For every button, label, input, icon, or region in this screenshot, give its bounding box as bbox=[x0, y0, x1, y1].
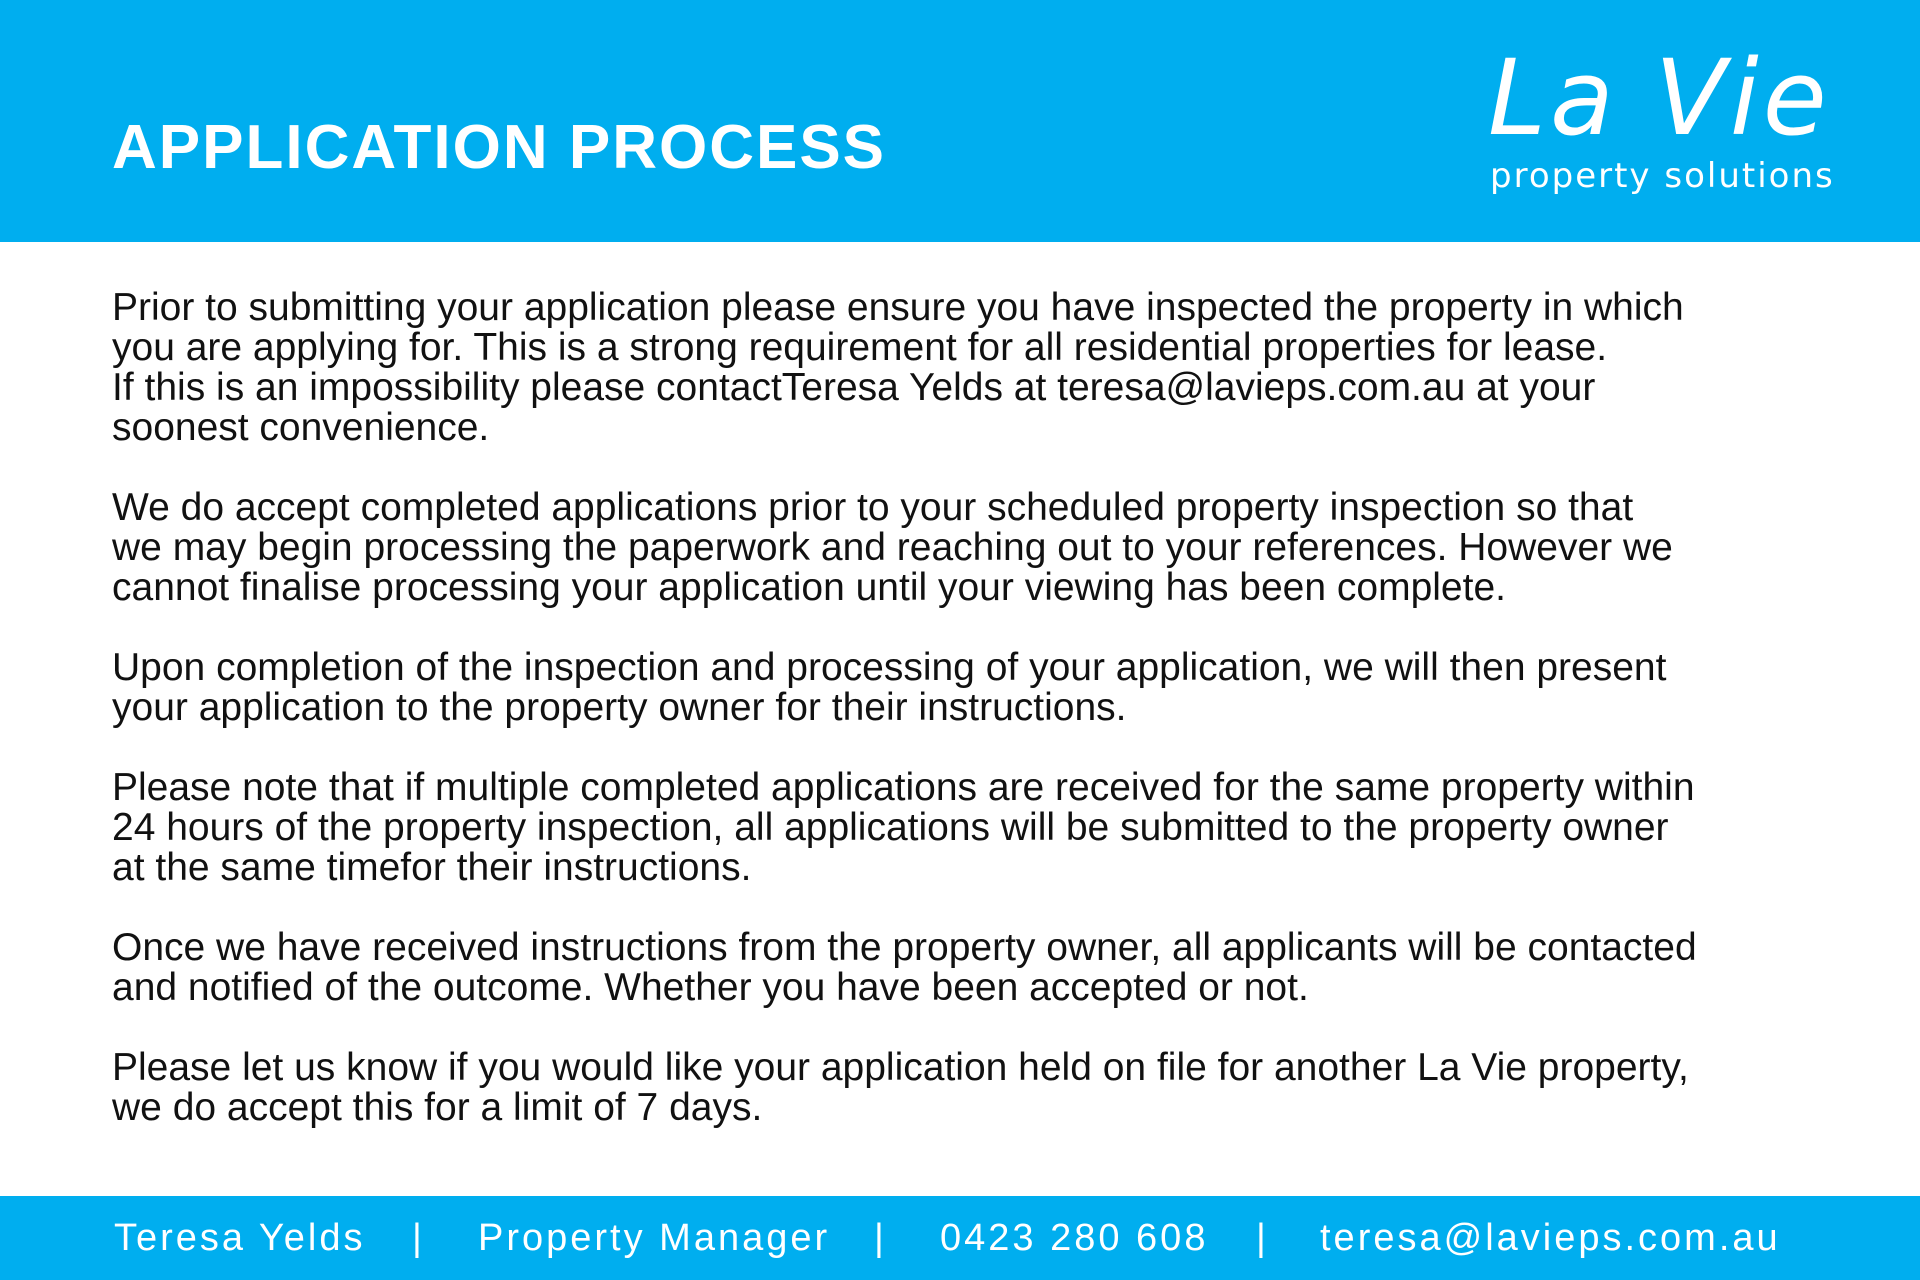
footer-separator: | bbox=[1256, 1217, 1266, 1259]
contact-role: Property Manager bbox=[478, 1217, 831, 1259]
page-title: APPLICATION PROCESS bbox=[112, 113, 887, 182]
paragraph-owner-presentation: Upon completion of the inspection and processing of your application, we will then present your application to the property owner for their instructions. bbox=[112, 646, 1667, 729]
logo-wordmark: La Vie bbox=[1488, 37, 1831, 159]
paragraph-multiple-applications: Please note that if multiple completed applications are received for the same property within 24 hours of the property inspection, all applications will be submitted to the property owner at the same timefor their instructions. bbox=[112, 766, 1695, 889]
contact-footer bbox=[0, 1196, 1920, 1280]
logo-tagline: property solutions bbox=[1490, 156, 1835, 196]
la-vie-logo bbox=[1480, 37, 1835, 208]
footer-separator: | bbox=[874, 1217, 884, 1259]
paragraph-early-applications: We do accept completed applications prior to your scheduled property inspection so that we may begin processing the paperwork and reaching out to your references. However we cannot finalise processing your application until your viewing has been complete. bbox=[112, 486, 1673, 609]
paragraph-inspection-requirement: Prior to submitting your application please ensure you have inspected the property in which you are applying for. This is a strong requirement for all residential properties for lease. If this is an impossibility please contactTeresa Yelds at teresa@lavieps.com.au at your soonest convenience. bbox=[112, 286, 1684, 449]
contact-phone: 0423 280 608 bbox=[940, 1217, 1209, 1259]
paragraph-application-on-file: Please let us know if you would like your application held on file for another La Vie property, we do accept this for a limit of 7 days. bbox=[112, 1046, 1689, 1129]
footer-separator: | bbox=[412, 1217, 422, 1259]
header-banner bbox=[0, 0, 1920, 242]
body-content bbox=[112, 288, 1832, 1168]
paragraph-outcome-notification: Once we have received instructions from the property owner, all applicants will be contacted and notified of the outcome. Whether you have been accepted or not. bbox=[112, 926, 1697, 1009]
contact-email-link[interactable]: teresa@lavieps.com.au bbox=[1320, 1217, 1781, 1259]
contact-name: Teresa Yelds bbox=[114, 1217, 366, 1259]
